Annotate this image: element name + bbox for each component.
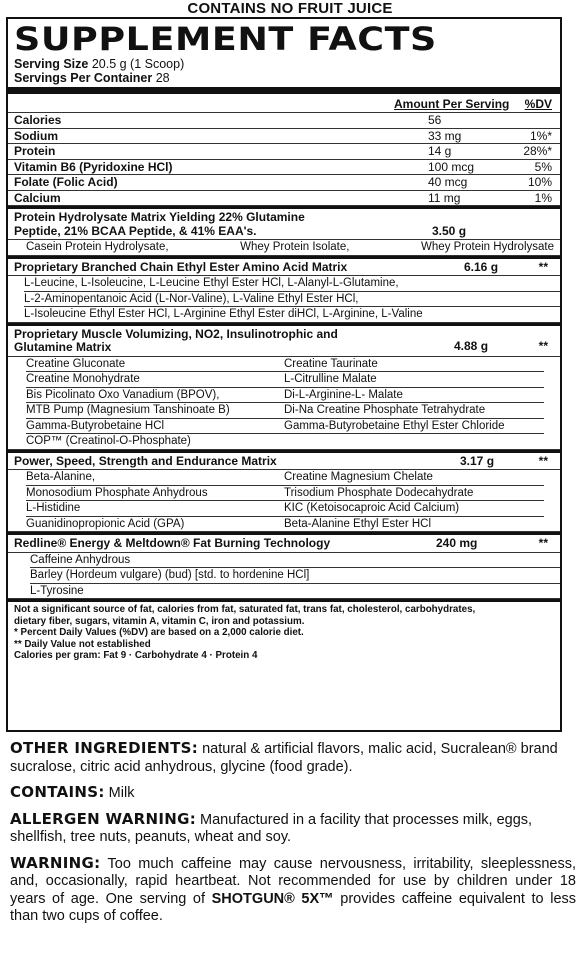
ingredient: Casein Protein Hydrolysate, [26, 241, 169, 253]
ingredient: Creatine Monohydrate [26, 372, 284, 388]
power-matrix-amount: 3.17 g [460, 453, 495, 468]
ingredient-line: L-Leucine, L-Isoleucine, L-Leucine Ethyl Ester HCl, L-Alanyl-L-Glutamine, [24, 276, 560, 292]
brand-name: SHOTGUN® 5X™ [211, 890, 334, 907]
protein-matrix-line2: Peptide, 21% BCAA Peptide, & 41% EAA's. [14, 223, 257, 238]
footnote: ** Daily Value not established [14, 638, 151, 650]
ingredient: L-Tyrosine [30, 584, 84, 597]
label-text-below [10, 740, 576, 934]
power-matrix-dv: ** [538, 453, 548, 468]
footnotes [8, 602, 560, 664]
dv-header: %DV [524, 97, 552, 111]
nutrient-dv: 5% [534, 159, 552, 174]
power-matrix [8, 453, 560, 471]
ingredient: MTB Pump (Magnesium Tanshinoate B) [26, 403, 284, 419]
footnote: Calories per gram: Fat 9 · Carbohydrate 4 · Protein 4 [14, 650, 258, 662]
muscle-matrix-dv: ** [538, 338, 548, 353]
ingredient-line: L-Isoleucine Ethyl Ester HCl, L-Arginine Ethyl Ester diHCl, L-Arginine, L-Valine [24, 308, 423, 320]
muscle-matrix-line2: Glutamine Matrix [14, 340, 112, 354]
protein-matrix-amount: 3.50 g [432, 224, 467, 238]
ingredient: Trisodium Phosphate Dodecahydrate [284, 486, 544, 502]
muscle-matrix-amount: 4.88 g [454, 338, 489, 353]
supplement-facts-panel [6, 17, 562, 732]
allergen-warning: ALLERGEN WARNING: Manufactured in a facility that processes milk, eggs, shellfish, tree nuts, peanuts, wheat and soy. [10, 809, 533, 845]
protein-matrix-line1: Protein Hydrolysate Matrix Yielding 22% Glutamine [14, 210, 305, 224]
nutrient-amount: 56 [428, 113, 442, 127]
bcaa-ingredients [8, 276, 560, 323]
bcaa-matrix [8, 259, 560, 277]
ingredient: Whey Protein Isolate, [240, 241, 350, 253]
nutrient-name: Folate (Folic Acid) [14, 175, 118, 189]
other-ingredients: OTHER INGREDIENTS: natural & artificial flavors, malic acid, Sucralean® brand sucralose, citric acid anhydrous, glycine (food grade). [10, 739, 558, 775]
nutrient-amount: 11 mg [428, 190, 461, 205]
ingredient: COP™ (Creatinol-O-Phosphate) [26, 435, 191, 447]
nutrient-dv: 10% [527, 175, 552, 189]
nutrient-row [8, 113, 560, 129]
bcaa-matrix-dv: ** [538, 259, 548, 274]
ingredient: L-Histidine [26, 501, 284, 517]
redline-matrix-name: Redline® Energy & Meltdown® Fat Burning Technology [14, 536, 331, 550]
muscle-matrix-line1: Proprietary Muscle Volumizing, NO2, Insulinotrophic and [14, 326, 338, 341]
nutrient-name: Calories [14, 113, 62, 127]
redline-matrix-amount: 240 mg [436, 536, 478, 550]
ingredient: Di-Na Creatine Phosphate Tetrahydrate [284, 403, 544, 419]
ingredient: Creatine Gluconate [26, 357, 284, 373]
ingredient: Gamma-Butyrobetaine HCl [26, 419, 284, 435]
ingredient: Guanidinopropionic Acid (GPA) [26, 517, 185, 530]
ingredient-line: L-2-Aminopentanoic Acid (L-Nor-Valine), L-Valine Ethyl Ester HCl, [24, 292, 560, 308]
nutrient-amount: 14 g [428, 144, 452, 158]
protein-matrix-ingredients [8, 240, 560, 256]
column-header [8, 94, 560, 113]
ingredient [284, 434, 544, 449]
nutrient-amount: 40 mcg [428, 175, 468, 189]
nutrient-dv: 1% [534, 190, 552, 205]
warning: WARNING: Too much caffeine may cause nervousness, irritability, sleeplessness, and, occasionally, rapid heartbeat. Not recommended for use by children under 18 years of age. One serving of SHOTGUN® 5X™ provides caffeine equivalent to less than two cups of coffee. [10, 853, 577, 924]
ingredient: Gamma-Butyrobetaine Ethyl Ester Chloride [284, 419, 544, 435]
nutrient-name: Vitamin B6 (Pyridoxine HCl) [14, 159, 173, 174]
ingredient: Creatine Taurinate [284, 357, 544, 373]
nutrient-dv: 1%* [529, 128, 552, 143]
nutrient-row [8, 144, 560, 160]
no-fruit-juice-note: CONTAINS NO FRUIT JUICE [187, 0, 393, 17]
ingredient: Di-L-Arginine-L- Malate [284, 388, 544, 404]
nutrient-list [8, 113, 560, 206]
power-matrix-name: Power, Speed, Strength and Endurance Matrix [14, 453, 277, 468]
nutrient-name: Sodium [14, 128, 58, 143]
panel-title: SUPPLEMENT FACTS [14, 20, 437, 58]
ingredient: Beta-Alanine, [26, 470, 284, 486]
redline-matrix [8, 535, 560, 553]
ingredient: Caffeine Anhydrous [30, 553, 560, 569]
nutrient-row [8, 129, 560, 145]
bcaa-matrix-amount: 6.16 g [464, 259, 499, 274]
ingredient: Creatine Magnesium Chelate [284, 470, 544, 486]
thick-rule [8, 87, 560, 94]
nutrient-amount: 100 mcg [428, 159, 475, 174]
nutrient-row [8, 175, 560, 191]
footnote: dietary fiber, sugars, vitamin A, vitamin C, iron and potassium. [14, 615, 305, 627]
nutrient-row [8, 160, 560, 176]
ingredient: Beta-Alanine Ethyl Ester HCl [284, 517, 432, 530]
nutrient-name: Calcium [14, 190, 61, 205]
ingredient: Whey Protein Hydrolysate [421, 241, 554, 253]
power-ingredients [8, 470, 560, 532]
contains: CONTAINS: Milk [10, 783, 135, 801]
servings-per-container: Servings Per Container 28 [14, 71, 170, 85]
muscle-ingredients [8, 357, 560, 450]
ingredient: L-Citrulline Malate [284, 372, 544, 388]
serving-size: Serving Size 20.5 g (1 Scoop) [14, 57, 185, 71]
amount-header: Amount Per Serving [394, 97, 510, 111]
nutrient-row [8, 191, 560, 207]
muscle-matrix [8, 326, 560, 357]
nutrient-name: Protein [14, 144, 56, 158]
nutrient-dv: 28%* [523, 144, 552, 158]
bcaa-matrix-name: Proprietary Branched Chain Ethyl Ester Amino Acid Matrix [14, 259, 348, 274]
footnote: Not a significant source of fat, calories from fat, saturated fat, trans fat, cholesterol, carbohydrates, [14, 604, 476, 615]
ingredient: KIC (Ketoisocaproic Acid Calcium) [284, 501, 544, 517]
ingredient: Bis Picolinato Oxo Vanadium (BPOV), [26, 388, 284, 404]
footnote: * Percent Daily Values (%DV) are based on a 2,000 calorie diet. [14, 627, 304, 639]
nutrient-amount: 33 mg [428, 128, 462, 143]
ingredient: Monosodium Phosphate Anhydrous [26, 486, 284, 502]
ingredient: Barley (Hordeum vulgare) (bud) [std. to hordenine HCl] [30, 568, 560, 584]
protein-matrix [8, 209, 560, 240]
redline-matrix-dv: ** [538, 536, 548, 550]
redline-ingredients [8, 553, 560, 600]
